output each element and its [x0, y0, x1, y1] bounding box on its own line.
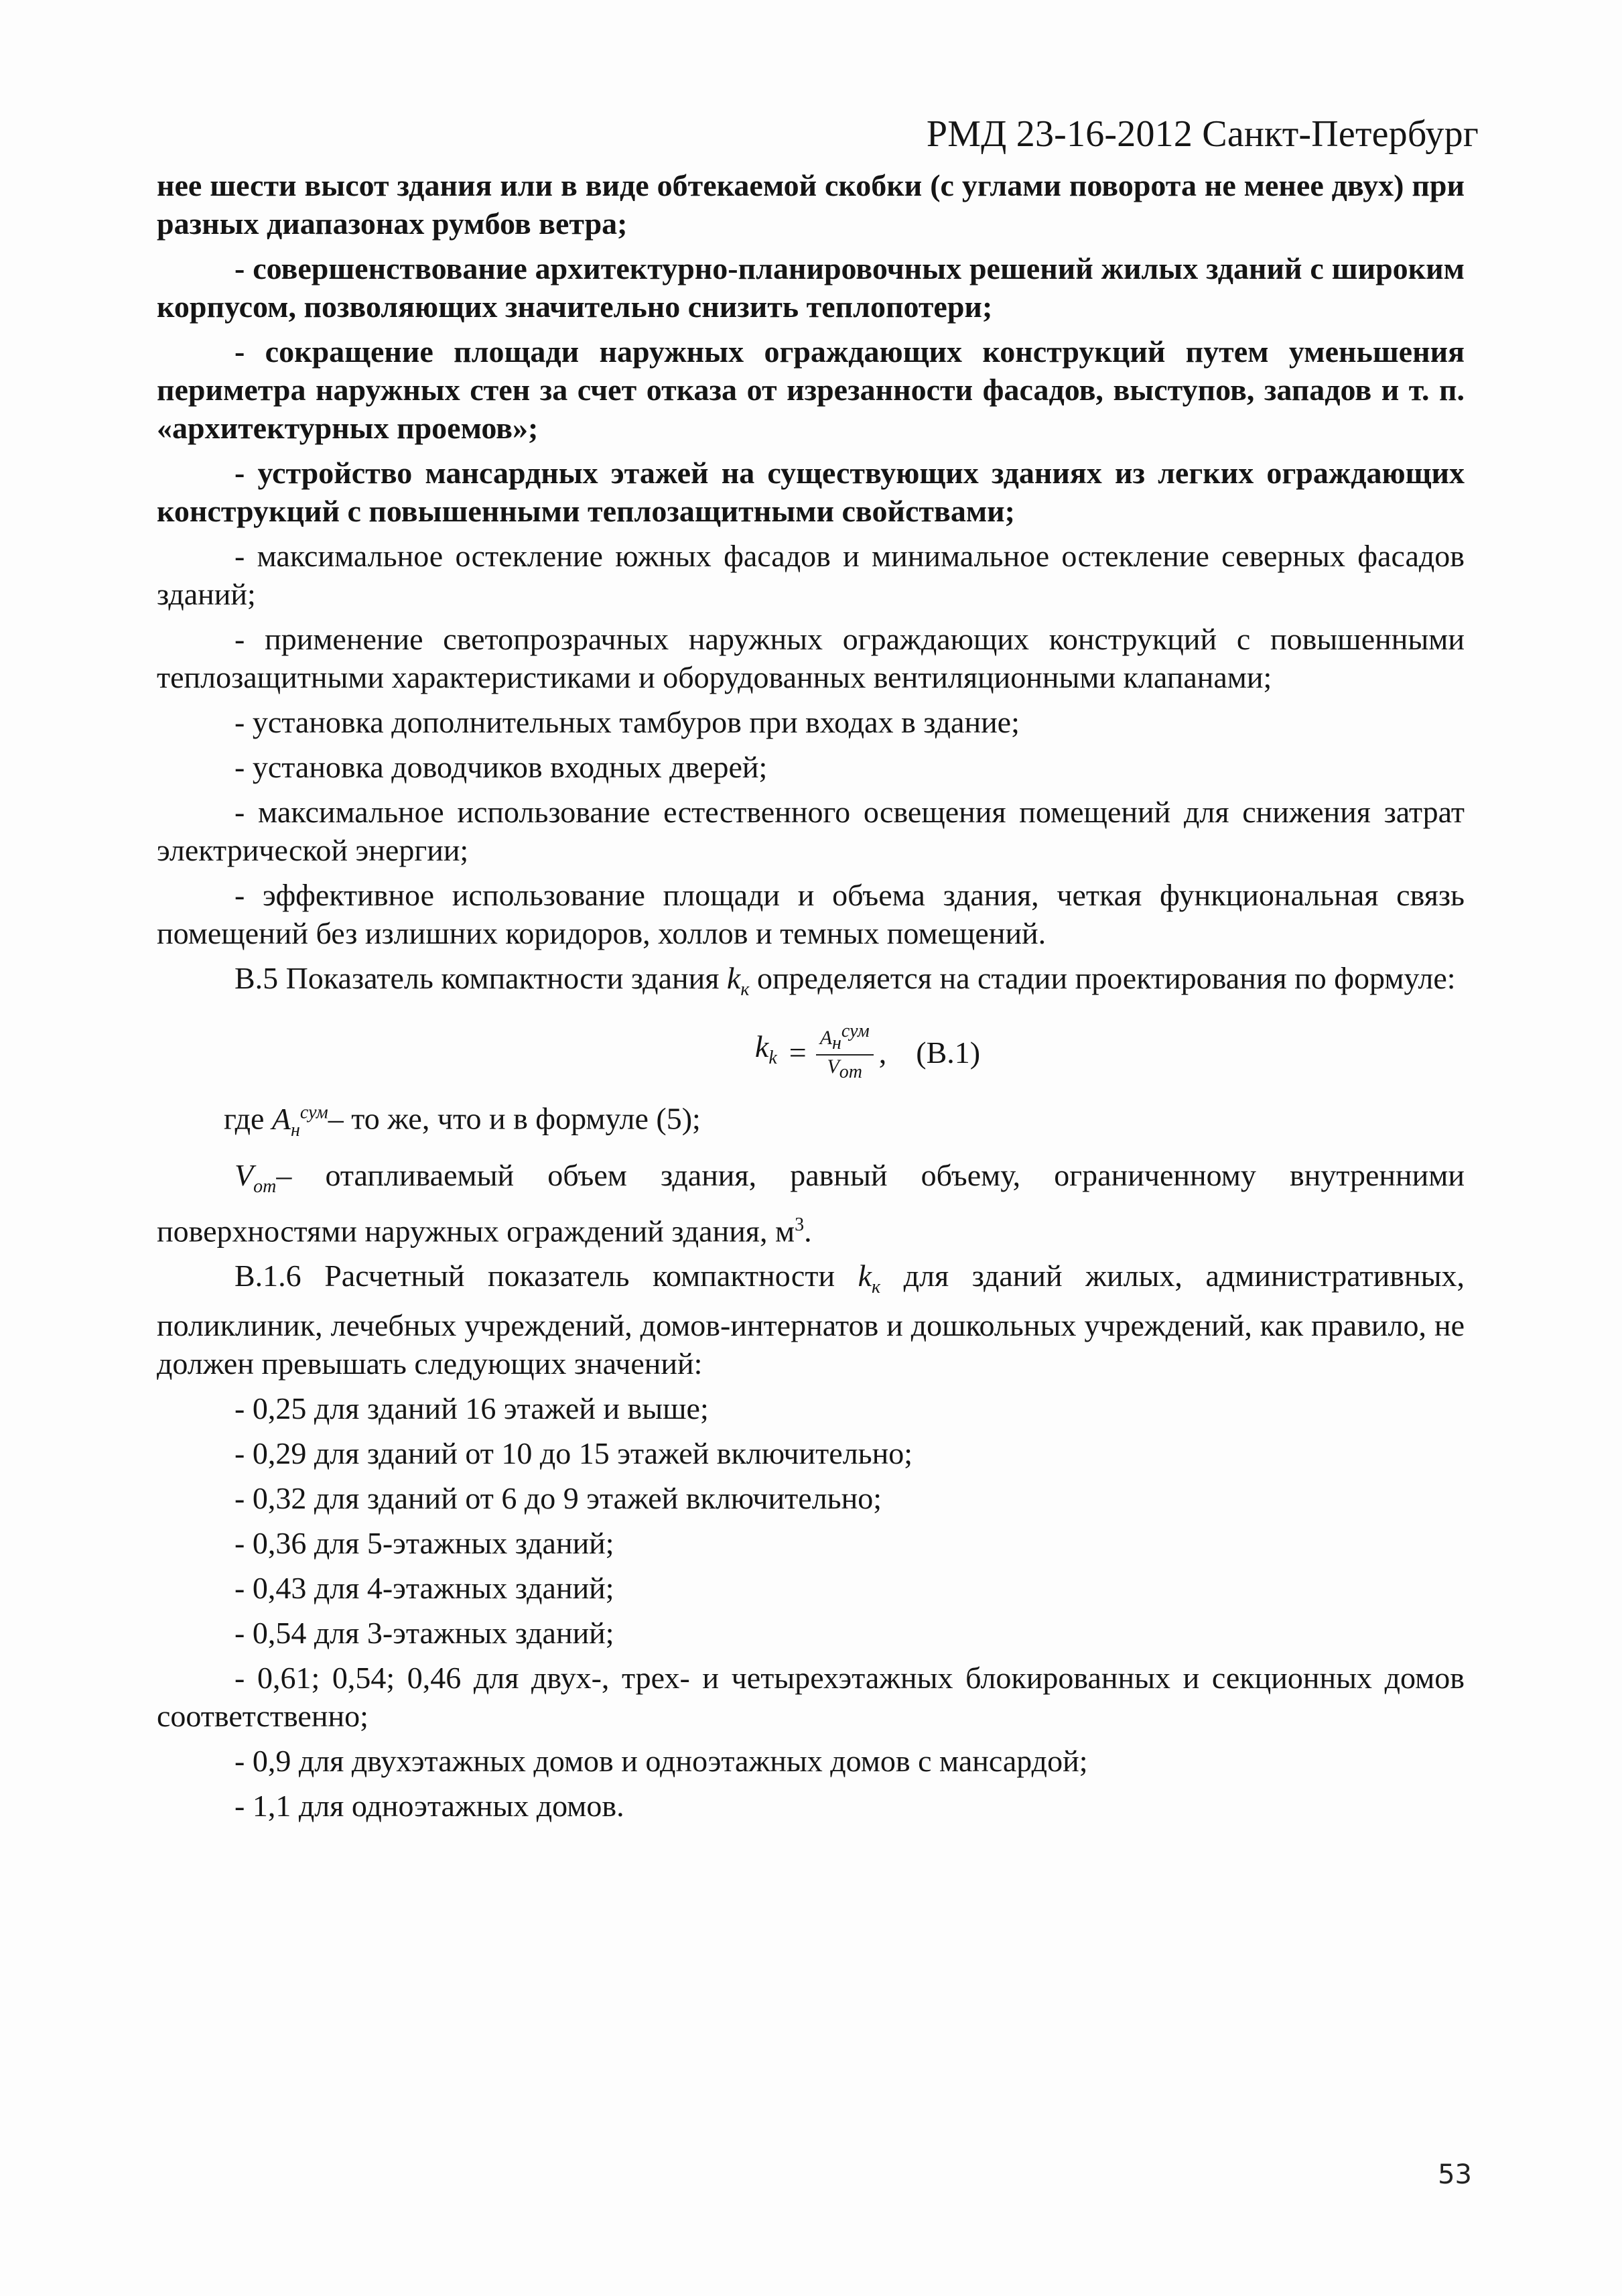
list-item: - эффективное использование площади и объема здания, четкая функциональная связь помещений без излишних коридоров, холлов и темных помещений. — [157, 878, 1465, 950]
list-item: - 0,9 для двухэтажных домов и одноэтажных домов с мансардой; — [234, 1744, 1088, 1779]
list-item: - 0,54 для 3-этажных зданий; — [234, 1616, 614, 1651]
list-item: - максимальное остекление южных фасадов и минимальное остекление северных фасадов зданий; — [157, 539, 1465, 611]
kk-symbol: $k_к$ — [858, 1259, 881, 1298]
paragraph: нее шести высот здания или в виде обтекаемой скобки (с углами поворота не менее двух) при разных диапазонах румбов ветра; — [157, 168, 1465, 241]
list-item: - устройство мансардных этажей на существующих зданиях из легких ограждающих конструкций с повышенными теплозащитными свойствами; — [157, 456, 1465, 528]
kk-symbol: $k_к$ — [726, 961, 750, 1001]
formula-lhs: $k_k$ — [754, 1029, 777, 1069]
section-b16: В.1.6 Расчетный показатель компактности $k_к$ для зданий жилых, административных, поликлиник, лечебных учреждений, домов-интернатов и дошкольных учреждений, как правило, не должен превышать следующих значений: — [157, 1259, 1465, 1381]
where-definition: где $A_н^{сум}-$ то же, что и в формуле (5); — [224, 1101, 701, 1141]
list-item: - совершенствование архитектурно-планировочных решений жилых зданий с широким корпусом, позволяющих значительно снизить теплопотери; — [157, 251, 1465, 324]
formula-b1 — [271, 1021, 1465, 1084]
formula-equals: = — [789, 1035, 807, 1070]
section-b5-text-after: определяется на стадии проектирования по формуле: — [749, 961, 1456, 995]
formula-denominator: $V_{от}$ — [827, 1056, 863, 1083]
volume-symbol: $V_{от}$ — [234, 1157, 277, 1197]
list-item: - 0,36 для 5-этажных зданий; — [234, 1526, 614, 1561]
vot-definition: $V_{от}-$ отапливаемый объем здания, равный объему, ограниченному внутренними поверхностями наружных ограждений здания, $м^3$. — [157, 1157, 1465, 1249]
list-item: - 0,61; 0,54; 0,46 для двух-, трех- и четырехэтажных блокированных и секционных домов соответственно; — [157, 1661, 1465, 1734]
list-item: - сокращение площади наружных ограждающих конструкций путем уменьшения периметра наружных стен за счет отказа от изрезанности фасадов, выступов, западов и т. п. «архитектурных проемов»; — [157, 334, 1465, 445]
document-body — [157, 166, 1465, 1832]
document-header: РМД 23-16-2012 Санкт-Петербург — [926, 113, 1479, 155]
area-symbol: $A_н^{сум}$ — [271, 1101, 328, 1141]
section-b5-text-before: В.5 Показатель компактности здания — [234, 961, 727, 995]
list-item: - 0,29 для зданий от 10 до 15 этажей включительно; — [234, 1436, 913, 1471]
list-item: - применение светопрозрачных наружных ограждающих конструкций с повышенными теплозащитными характеристиками и оборудованных вентиляционными клапанами; — [157, 622, 1465, 694]
page-number: 53 — [1438, 2159, 1472, 2190]
list-item: - 0,25 для зданий 16 этажей и выше; — [234, 1391, 709, 1426]
formula-comma: , — [878, 1035, 887, 1070]
list-item: - 1,1 для одноэтажных домов. — [234, 1789, 624, 1824]
list-item: - 0,43 для 4-этажных зданий; — [234, 1571, 614, 1606]
list-item: - максимальное использование естественного освещения помещений для снижения затрат электрической энергии; — [157, 795, 1465, 867]
section-b5 — [157, 959, 1465, 1009]
formula-numerator: $A_н^{сум}$ — [816, 1021, 874, 1056]
list-item: - установка дополнительных тамбуров при входах в здание; — [234, 705, 1020, 739]
formula-label: (В.1) — [916, 1035, 981, 1070]
list-item: - установка доводчиков входных дверей; — [234, 750, 768, 784]
formula-fraction — [816, 1021, 874, 1084]
list-item: - 0,32 для зданий от 6 до 9 этажей включительно; — [234, 1481, 882, 1516]
